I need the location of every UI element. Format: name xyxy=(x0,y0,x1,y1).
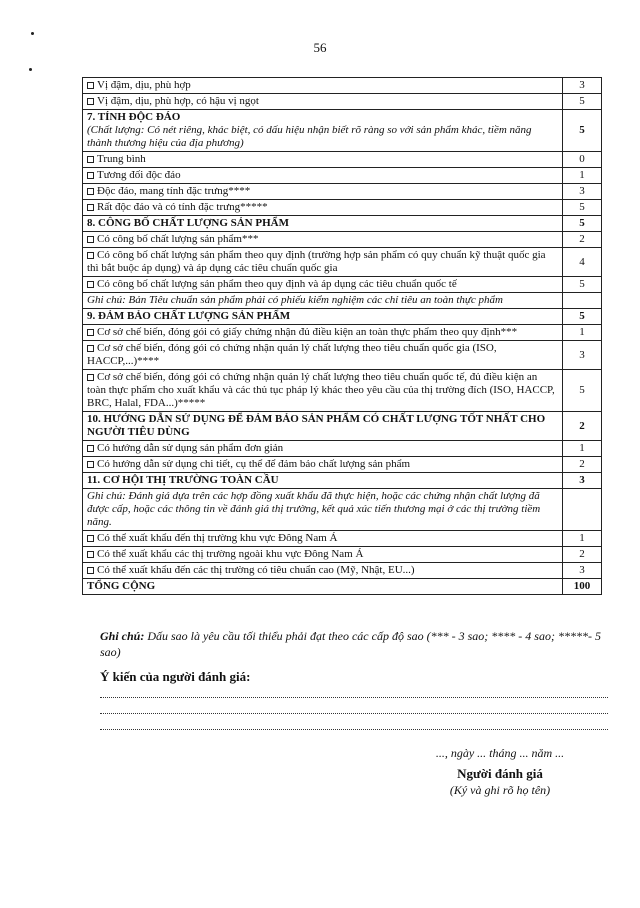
option-row[interactable] xyxy=(83,184,602,200)
criterion-title: 10. HƯỚNG DẪN SỬ DỤNG ĐỂ ĐẢM BẢO SẢN PHẨM CÓ CHẤT LƯỢNG TỐT NHẤT CHO NGƯỜI TIÊU DÙNG xyxy=(87,413,546,438)
criterion-cell xyxy=(83,184,563,200)
checkbox-icon[interactable] xyxy=(87,551,94,558)
option-row[interactable] xyxy=(83,248,602,277)
criterion-cell xyxy=(83,152,563,168)
option-row[interactable] xyxy=(83,78,602,94)
footnote-text: Dấu sao là yêu cầu tối thiểu phải đạt theo các cấp độ sao (*** - 3 sao; **** - 4 sao; *****- 5 sao) xyxy=(100,629,601,659)
option-label: Có hướng dẫn sử dụng sản phẩm đơn giản xyxy=(97,442,284,454)
criterion-cell xyxy=(83,78,563,94)
option-label: Có thể xuất khẩu đến thị trường khu vực Đông Nam Á xyxy=(97,532,338,544)
criterion-header-row xyxy=(83,309,602,325)
score-cell: 5 xyxy=(563,277,602,293)
score-cell: 5 xyxy=(563,216,602,232)
score-cell: 1 xyxy=(563,441,602,457)
checkbox-icon[interactable] xyxy=(87,281,94,288)
option-label: Cơ sở chế biến, đóng gói có chứng nhận quản lý chất lượng theo tiêu chuẩn quốc gia (ISO, HACCP,...)**** xyxy=(87,342,497,367)
footnote-label: Ghi chú: xyxy=(100,629,145,643)
criterion-cell xyxy=(83,547,563,563)
checkbox-icon[interactable] xyxy=(87,172,94,179)
criterion-cell xyxy=(83,94,563,110)
criterion-title: 7. TÍNH ĐỘC ĐÁO xyxy=(87,111,181,123)
date-line: ..., ngày ... tháng ... năm ... xyxy=(435,746,565,760)
criterion-header-row xyxy=(83,473,602,489)
option-row[interactable] xyxy=(83,531,602,547)
opinion-line[interactable] xyxy=(100,713,608,714)
checkbox-icon[interactable] xyxy=(87,535,94,542)
option-label: Có thể xuất khẩu đến các thị trường có tiêu chuẩn cao (Mỹ, Nhật, EU...) xyxy=(97,564,415,576)
option-label: Có công bố chất lượng sản phẩm theo quy định và áp dụng các tiêu chuẩn quốc tế xyxy=(97,278,457,290)
page-number: 56 xyxy=(313,40,327,55)
option-row[interactable] xyxy=(83,152,602,168)
score-cell: 3 xyxy=(563,184,602,200)
criterion-cell xyxy=(83,531,563,547)
criterion-cell xyxy=(83,441,563,457)
option-label: Tương đối độc đáo xyxy=(97,169,181,181)
option-label: Trung bình xyxy=(97,153,146,165)
checkbox-icon[interactable] xyxy=(87,567,94,574)
option-label: Có công bố chất lượng sản phẩm theo quy định (trường hợp sản phẩm có quy chuẩn kỹ thuật quốc gia thì bắt buộc áp dụng) và áp dụng các tiêu chuẩn quốc gia xyxy=(87,249,546,274)
criterion-cell xyxy=(83,563,563,579)
score-cell: 100 xyxy=(563,579,602,595)
criterion-cell xyxy=(83,473,563,489)
criterion-cell xyxy=(83,309,563,325)
reviewer-opinion-label: Ý kiến của người đánh giá: xyxy=(100,669,251,684)
criterion-description: (Chất lượng: Có nét riêng, khác biệt, có dấu hiệu nhận biết rõ ràng so với sản phẩm khác, tiềm năng thành thương hiệu của địa phương) xyxy=(87,124,532,149)
checkbox-icon[interactable] xyxy=(87,374,94,381)
option-row[interactable] xyxy=(83,277,602,293)
criterion-cell xyxy=(83,200,563,216)
option-label: Có hướng dẫn sử dụng chi tiết, cụ thể để đảm bảo chất lượng sản phẩm xyxy=(97,458,411,470)
checkbox-icon[interactable] xyxy=(87,204,94,211)
score-cell: 1 xyxy=(563,325,602,341)
criterion-cell xyxy=(83,277,563,293)
criterion-header-row xyxy=(83,216,602,232)
score-cell: 2 xyxy=(563,232,602,248)
checkbox-icon[interactable] xyxy=(87,461,94,468)
score-cell: 5 xyxy=(563,370,602,412)
option-row[interactable] xyxy=(83,325,602,341)
option-row[interactable] xyxy=(83,341,602,370)
criterion-cell xyxy=(83,489,563,531)
note-text: Ghi chú: Đánh giá dựa trên các hợp đồng xuất khẩu đã thực hiện, hoặc các chứng nhận chất lượng đã được cấp, hoặc các thông tin về đánh giá thị trường, kết quả xúc tiến thương mại ở các thị trường tiềm năng. xyxy=(87,490,541,528)
option-label: Vị đậm, dịu, phù hợp xyxy=(97,79,191,91)
opinion-line[interactable] xyxy=(100,697,608,698)
score-cell: 2 xyxy=(563,547,602,563)
score-cell: 0 xyxy=(563,152,602,168)
option-row[interactable] xyxy=(83,94,602,110)
total-row xyxy=(83,579,602,595)
criterion-title: 11. CƠ HỘI THỊ TRƯỜNG TOÀN CẦU xyxy=(87,474,279,486)
score-cell xyxy=(563,293,602,309)
criterion-cell xyxy=(83,325,563,341)
option-label: Có công bố chất lượng sản phẩm*** xyxy=(97,233,259,245)
checkbox-icon[interactable] xyxy=(87,82,94,89)
criterion-cell xyxy=(83,293,563,309)
total-label: TỔNG CỘNG xyxy=(87,580,156,592)
option-row[interactable] xyxy=(83,547,602,563)
criterion-title: 9. ĐẢM BẢO CHẤT LƯỢNG SẢN PHẨM xyxy=(87,310,291,322)
option-row[interactable] xyxy=(83,441,602,457)
option-label: Độc đáo, mang tính đặc trưng**** xyxy=(97,185,251,197)
option-row[interactable] xyxy=(83,370,602,412)
option-row[interactable] xyxy=(83,232,602,248)
criterion-cell xyxy=(83,370,563,412)
criterion-cell xyxy=(83,248,563,277)
option-label: Vị đậm, dịu, phù hợp, có hậu vị ngọt xyxy=(97,95,259,107)
option-label: Rất độc đáo và có tính đặc trưng***** xyxy=(97,201,268,213)
criterion-title: 8. CÔNG BỐ CHẤT LƯỢNG SẢN PHẨM xyxy=(87,217,289,229)
score-cell: 3 xyxy=(563,563,602,579)
criterion-cell xyxy=(83,110,563,152)
score-cell: 5 xyxy=(563,110,602,152)
checkbox-icon[interactable] xyxy=(87,98,94,105)
criterion-cell xyxy=(83,579,563,595)
score-cell: 2 xyxy=(563,412,602,441)
note-row xyxy=(83,489,602,531)
criterion-header-row xyxy=(83,412,602,441)
score-cell: 2 xyxy=(563,457,602,473)
checkbox-icon[interactable] xyxy=(87,345,94,352)
criterion-cell xyxy=(83,457,563,473)
option-row[interactable] xyxy=(83,168,602,184)
signer-hint: (Ký và ghi rõ họ tên) xyxy=(449,783,551,797)
option-row[interactable] xyxy=(83,200,602,216)
score-cell: 5 xyxy=(563,309,602,325)
evaluation-table xyxy=(82,77,602,595)
option-label: Cơ sở chế biến, đóng gói có giấy chứng nhận đủ điều kiện an toàn thực phẩm theo quy định*** xyxy=(97,326,518,338)
option-label: Cơ sở chế biến, đóng gói có chứng nhận quản lý chất lượng theo tiêu chuẩn quốc tế, đủ điều kiện an toàn thực phẩm cho xuất khẩu và các thủ tục pháp lý khác theo yêu cầu của thị trường đích (ISO, HACCP, BRC, Halal, FDA...)***** xyxy=(87,371,555,409)
option-row[interactable] xyxy=(83,563,602,579)
score-cell: 3 xyxy=(563,341,602,370)
score-cell: 3 xyxy=(563,473,602,489)
score-cell: 1 xyxy=(563,168,602,184)
score-cell: 4 xyxy=(563,248,602,277)
checkbox-icon[interactable] xyxy=(87,445,94,452)
score-cell: 5 xyxy=(563,200,602,216)
criterion-cell xyxy=(83,341,563,370)
option-row[interactable] xyxy=(83,457,602,473)
score-cell: 5 xyxy=(563,94,602,110)
signer-title: Người đánh giá xyxy=(457,766,543,781)
scan-speck xyxy=(31,32,34,35)
scan-speck xyxy=(29,68,32,71)
opinion-line[interactable] xyxy=(100,729,608,730)
checkbox-icon[interactable] xyxy=(87,252,94,259)
footnote xyxy=(100,628,612,660)
criterion-header-row xyxy=(83,110,602,152)
note-text: Ghi chú: Bản Tiêu chuẩn sản phẩm phải có phiếu kiểm nghiệm các chỉ tiêu an toàn thực phẩm xyxy=(87,294,503,306)
checkbox-icon[interactable] xyxy=(87,188,94,195)
criterion-cell xyxy=(83,412,563,441)
score-cell xyxy=(563,489,602,531)
note-row xyxy=(83,293,602,309)
option-label: Có thể xuất khẩu các thị trường ngoài khu vực Đông Nam Á xyxy=(97,548,364,560)
checkbox-icon[interactable] xyxy=(87,329,94,336)
checkbox-icon[interactable] xyxy=(87,156,94,163)
criterion-cell xyxy=(83,216,563,232)
checkbox-icon[interactable] xyxy=(87,236,94,243)
criterion-cell xyxy=(83,168,563,184)
score-cell: 3 xyxy=(563,78,602,94)
score-cell: 1 xyxy=(563,531,602,547)
criterion-cell xyxy=(83,232,563,248)
